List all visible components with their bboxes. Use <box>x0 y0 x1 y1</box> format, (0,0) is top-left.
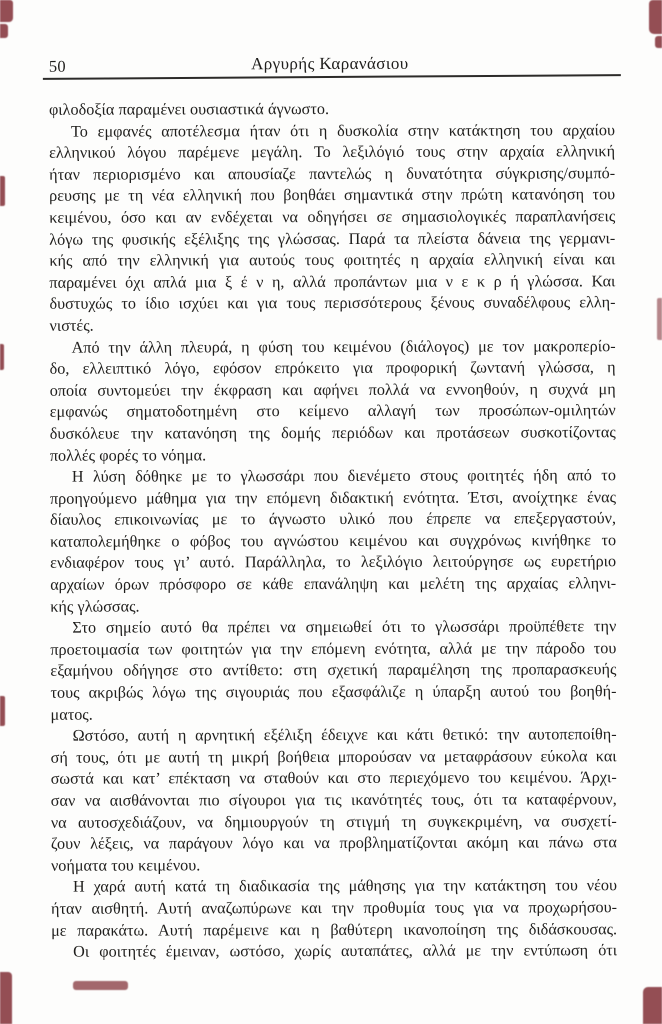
text-line: προηγούμενο μάθημα για την επόμενη διδακτική ενότητα. Έτσι, ανοίχτηκε ένας <box>49 487 616 508</box>
text-line: πολλές φορές το νόημα. <box>49 445 207 465</box>
text-line: ήταν περιορισμένο και απουσίαζε παντελώς η δυνατότητα σύγκρισης/συμπό- <box>49 164 616 184</box>
page-body <box>49 98 617 963</box>
text-line: σαν να αισθάνονται πιο σίγουροι για τις ικανότητές τους, ότι τα καταφέρνουν, <box>50 790 617 810</box>
page-header <box>0 0 661 76</box>
text-line: κής από την ελληνική για αυτούς τους φοιτητές η αρχαία ελληνική είναι και <box>49 250 616 270</box>
page-number: 50 <box>48 56 66 76</box>
text-line: κής γλώσσας. <box>50 597 140 616</box>
text-line: Οι φοιτητές έμειναν, ωστόσο, χωρίς αυταπάτες, αλλά με την εντύπωση ότι <box>73 941 618 961</box>
text-line: Ωστόσο, αυτή η αρνητική εξέλιξη έδειχνε και κάτι θετικό: την αυτοπεποίθη- <box>72 725 617 745</box>
text-line: προετοιμασία των φοιτητών για την επόμενη ενότητα, αλλά με την πάροδο του <box>50 639 617 659</box>
text-line: φιλοδοξία παραμένει ουσιαστικά άγνωστο. <box>48 100 330 119</box>
text-line: με παρακάτω. Αυτή παρέμεινε και η βαθύτερη ικανοποίηση της διδάσκουσας. <box>51 919 618 940</box>
text-line: τους ακριβώς λόγω της σιγουριάς που εξασφάλιζε η ύπαρξη αυτού του βοηθή- <box>50 682 617 702</box>
text-line: αρχαίων όρων πρόσφορο σε κάθε επανάληψη και μελέτη της αρχαίας ελληνι- <box>50 574 617 594</box>
text-line: δίαυλος επικοινωνίας με το άγνωστο υλικό που έπρεπε να επεξεργαστούν, <box>49 509 617 530</box>
text-line: Η χαρά αυτή κατά τη διαδικασία της μάθησης για την κατάκτηση του νέου <box>72 876 618 897</box>
text-line: σή τους, ότι με αυτή τη μικρή βοήθεια μπορούσαν να μεταφράσουν εύκολα και <box>50 747 617 767</box>
text-line: ήταν αισθητή. Αυτή αναζωπύρωνε και την προθυμία τους για να προχωρήσου- <box>51 898 618 918</box>
text-line: νιστές. <box>49 316 94 335</box>
text-line: κειμένου, όσο και αν ενδέχεται να οδηγήσει σε σημασιολογικές παραπλανήσεις <box>49 207 616 227</box>
text-line: εξαμήνου οδήγησε στο αντίθετο: στη σχετική παραμέληση της προπαρασκευής <box>50 660 617 681</box>
text-line: Από την άλλη πλευρά, η φύση του κειμένου (διάλογος) με τον μακροπερίο- <box>71 336 616 357</box>
text-line: δο, ελλειπτικό λόγο, εφόσον επρόκειτο για προφορική ζωντανή γλώσσα, η <box>49 358 616 378</box>
text-line: Το εμφανές αποτέλεσμα ήταν ότι η δυσκολία στην κατάκτηση του αρχαίου <box>70 120 616 141</box>
text-line: Στο σημείο αυτό θα πρέπει να σημειωθεί ότι το γλωσσάρι προϋπέθετε την <box>72 617 617 637</box>
text-line: παραμένει όχι απλά μια ξ έ ν η, αλλά προπάντων μια ν ε κ ρ ή γλώσσα. Και <box>49 272 616 292</box>
text-line: καταπολεμήθηκε ο φόβος του αγνώστου κειμένου και συγχρόνως κινήθηκε το <box>50 531 617 551</box>
text-line: εμφανώς σηματοδοτημένη στο κείμενο αλλαγή των προσώπων-ομιλητών <box>49 401 616 422</box>
running-head: Αργυρής Καρανάσιου <box>251 53 409 74</box>
text-line: να αυτοσχεδιάζουν, να δημιουργούν τη στιγμή τη συγκεκριμένη, να συσχετί- <box>50 811 617 832</box>
text-line: ενδιαφέρον τους γι’ αυτό. Παράλληλα, το λεξιλόγιο λειτούργησε ως ευρετήριο <box>50 552 617 573</box>
text-line: Η λύση δόθηκε με το γλωσσάρι που διενέμετο στους φοιτητές ήδη από το <box>71 466 616 486</box>
text-line: νοήματα του κειμένου. <box>50 856 201 875</box>
text-line: ματος. <box>50 705 93 724</box>
text-line: οποία συντομεύει την έκφραση και αφήνει πολλά να εννοηθούν, η συχνά μη <box>49 379 616 400</box>
text-line: ζουν λέξεις, να παράγουν λόγο και να προβληματίζονται ακόμη και πάνω στα <box>50 833 617 853</box>
text-line: ελληνικού λόγου παρέμενε μεγάλη. Το λεξιλόγιό τους στην αρχαία ελληνική <box>49 142 616 162</box>
text-line: δυσκόλευε την κατανόηση της δομής περιόδων και προτάσεων συσκοτίζοντας <box>49 423 616 443</box>
text-line: δυστυχώς το ίδιο ισχύει και για τους περισσότερους ξένους συναδέλφους ελλη- <box>49 293 616 314</box>
header-rule <box>43 74 621 80</box>
text-line: ρευσης με τη νέα ελληνική που βοηθάει σημαντικά στην πρώτη κατανόηση του <box>49 185 616 206</box>
text-line: λόγω της φυσικής εξέλιξης της γλώσσας. Παρά τα πλείστα δάνεια της γερμανι- <box>49 228 616 249</box>
text-line: σωστά και κατ’ επέκταση να σταθούν και στο περιεχόμενο του κειμένου. Άρχι- <box>50 768 617 789</box>
